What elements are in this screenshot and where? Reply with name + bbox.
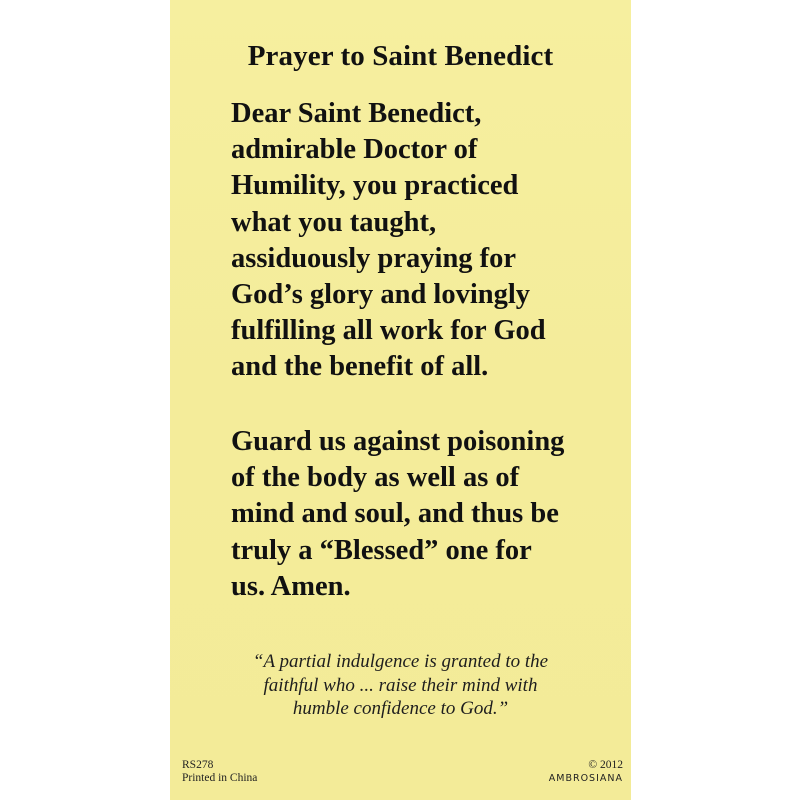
prayer-line: mind and soul, and thus be <box>231 498 559 530</box>
prayer-line: and the benefit of all. <box>231 351 489 383</box>
print-origin: Printed in China <box>182 772 258 784</box>
prayer-line: assiduously praying for <box>231 242 517 274</box>
prayer-line: fulfilling all work for God <box>231 315 546 347</box>
footer-right <box>549 759 623 785</box>
prayer-line: God’s glory and lovingly <box>231 279 531 311</box>
prayer-paragraph-1 <box>231 96 631 386</box>
prayer-line: Guard us against poisoning <box>231 426 565 457</box>
prayer-title: Prayer to Saint Benedict <box>247 40 554 72</box>
quote-line: faithful who ... raise their mind with <box>263 674 538 696</box>
product-code: RS278 <box>182 759 214 771</box>
prayer-line: truly a “Blessed” one for <box>231 534 532 566</box>
prayer-line: Humility, you practiced <box>231 170 519 202</box>
prayer-line: admirable Doctor of <box>231 134 478 166</box>
prayer-line: Dear Saint Benedict, <box>231 98 482 129</box>
prayer-line: us. Amen. <box>231 570 351 602</box>
prayer-paragraph-2 <box>231 424 631 605</box>
publisher-name: AMBROSIANA <box>548 773 623 784</box>
quote-line: “A partial indulgence is granted to the <box>252 651 549 672</box>
copyright: © 2012 <box>588 759 623 771</box>
quote-line: humble confidence to God.” <box>292 698 509 719</box>
indulgence-quote <box>170 650 631 721</box>
footer-left <box>182 759 257 785</box>
prayer-line: what you taught, <box>231 206 437 238</box>
prayer-line: of the body as well as of <box>231 462 520 494</box>
prayer-card <box>170 0 631 800</box>
